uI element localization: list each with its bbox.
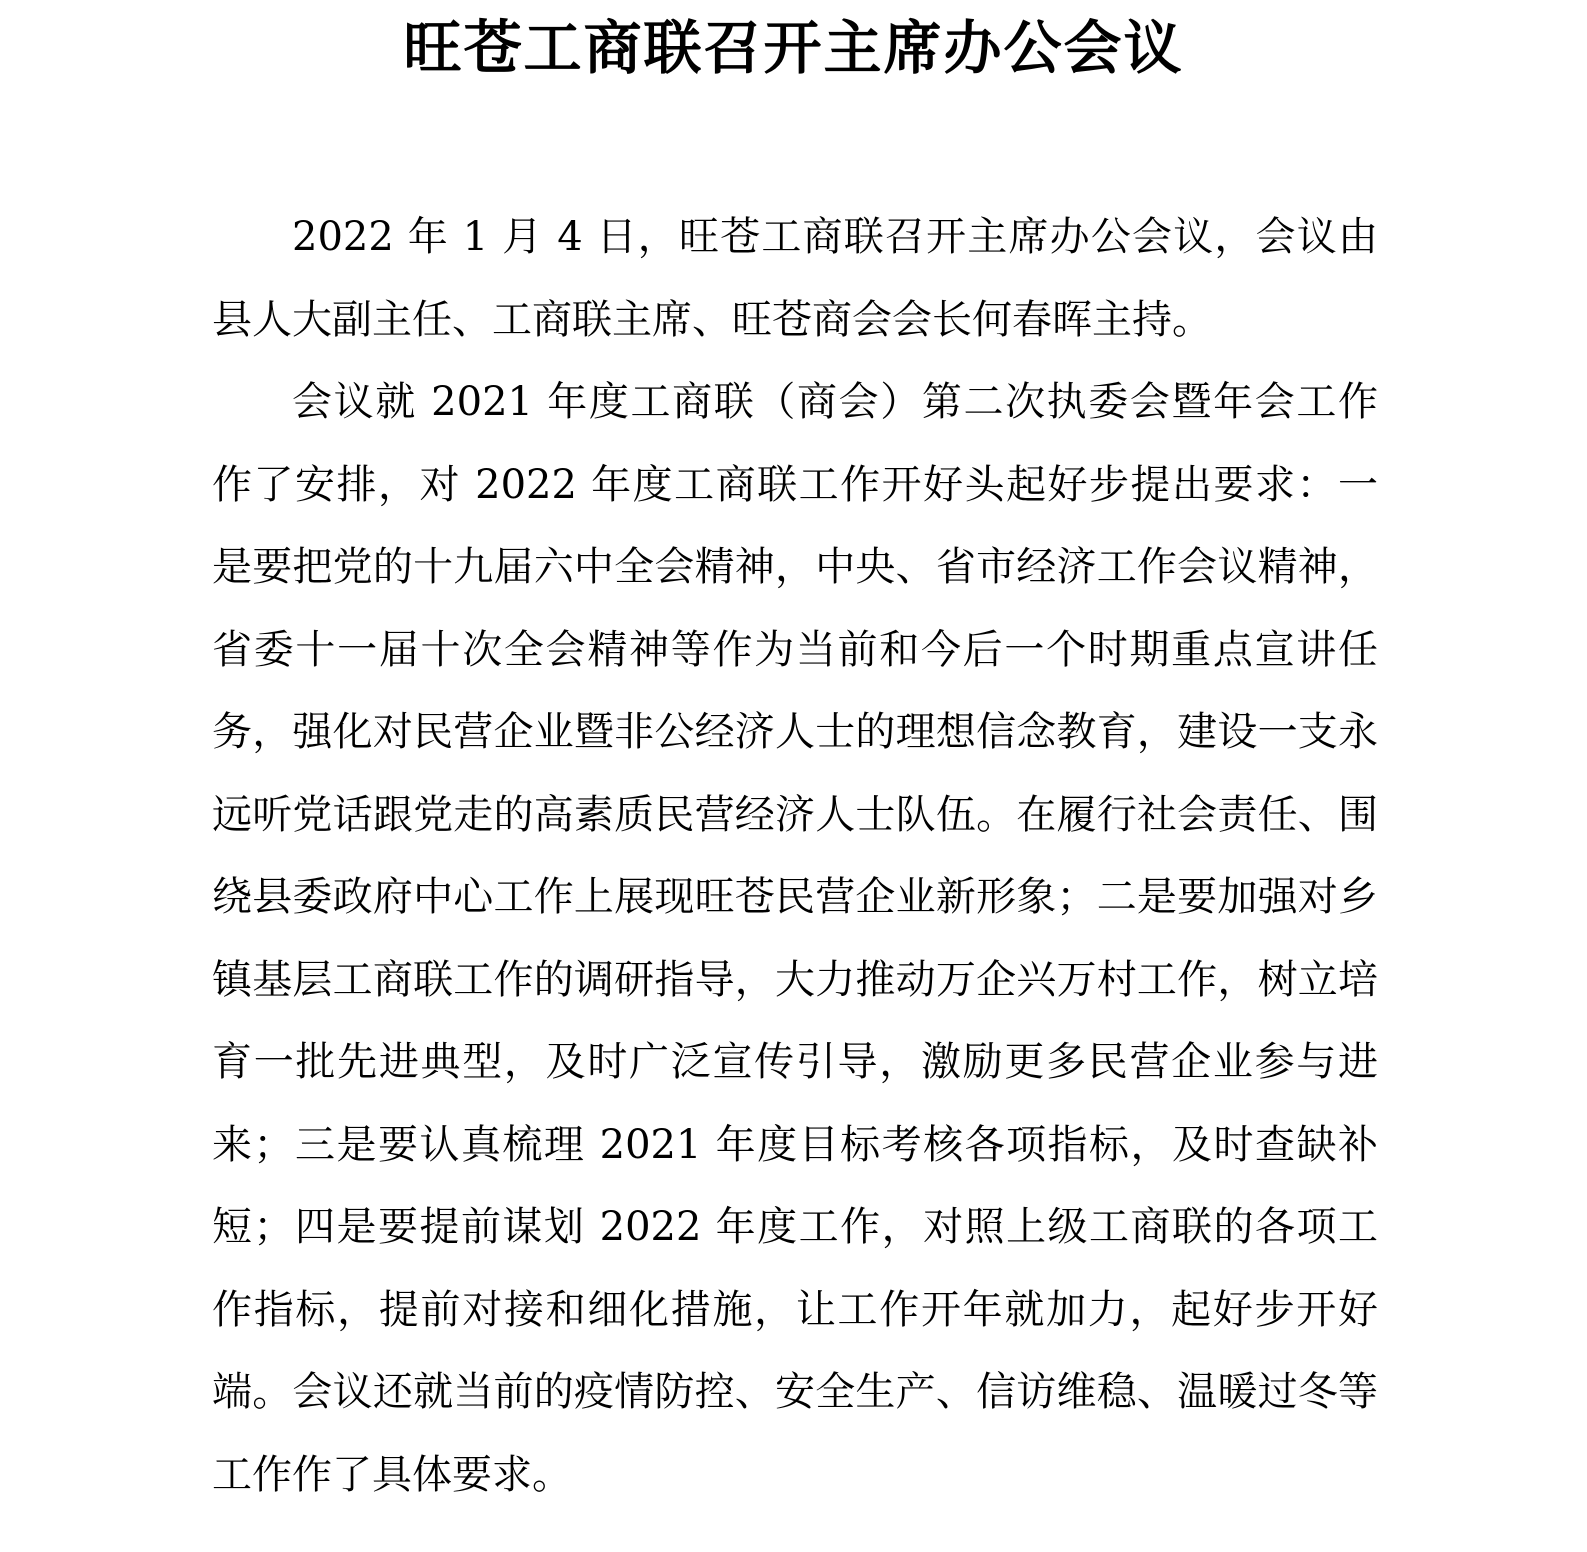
- paragraph-meeting-requirements: 会议就 2021 年度工商联（商会）第二次执委会暨年会工作作了安排，对 2022 年度工商联工作开好头起好步提出要求：一是要把党的十九届六中全会精神，中央、省市经济工作会议精神，省委十一届十次全会精神等作为当前和今后一个时期重点宣讲任务，强化对民营企业暨非公经济人士的理想信念教育，建设一支永远听党话跟党走的高素质民营经济人士队伍。在履行社会责任、围绕县委政府中心工作上展现旺苍民营企业新形象；二是要加强对乡镇基层工商联工作的调研指导，大力推动万企兴万村工作，树立培育一批先进典型，及时广泛宣传引导，激励更多民营企业参与进来；三是要认真梳理 2021 年度目标考核各项指标，及时查缺补短；四是要提前谋划 2022 年度工作，对照上级工商联的各项工作指标，提前对接和细化措施，让工作开年就加力，起好步开好端。会议还就当前的疫情防控、安全生产、信访维稳、温暖过冬等工作作了具体要求。: [212, 379, 1378, 1498]
- document-body: [212, 196, 1378, 1516]
- document-title: 旺苍工商联召开主席办公会议: [403, 14, 1184, 82]
- paragraph-meeting-intro: 2022 年 1 月 4 日，旺苍工商联召开主席办公会议，会议由县人大副主任、工商联主席、旺苍商会会长何春晖主持。: [212, 214, 1378, 343]
